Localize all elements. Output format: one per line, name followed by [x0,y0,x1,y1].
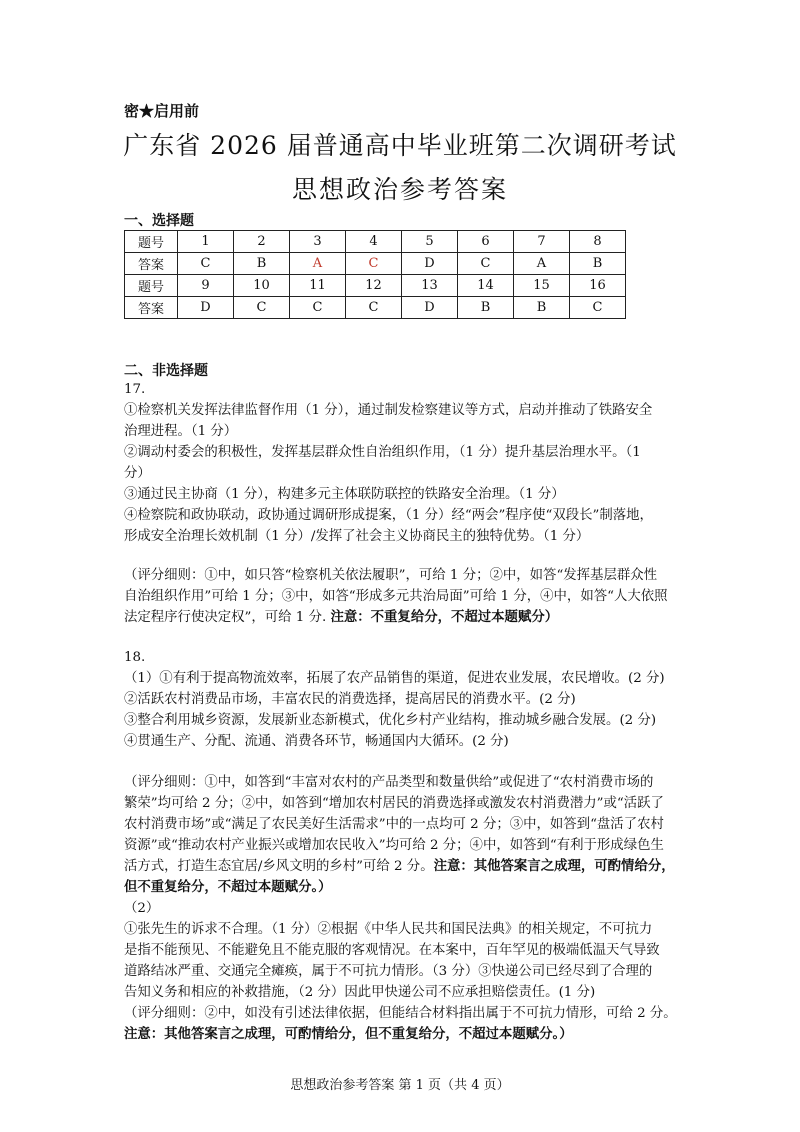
table-cell: 6 [458,231,514,253]
table-cell: D [402,253,458,275]
table-cell: C [346,297,402,319]
table-cell: 12 [346,275,402,297]
table-cell: 题号 [125,275,178,297]
part-label: （2） [124,901,160,916]
table-cell: 4 [346,231,402,253]
table-cell: C [458,253,514,275]
table-cell: C [178,253,234,275]
table-cell: D [178,297,234,319]
table-cell: D [402,297,458,319]
table-cell: 16 [570,275,626,297]
section2-heading: 二、非选择题 [124,363,208,379]
section1-heading: 一、选择题 [124,213,194,229]
answer-line: 分） [124,466,151,481]
rubric-line: （评分细则：①中，如只答“检察机关依法履职”，可给 1 分；②中，如答“发挥基层群众性 [124,568,658,583]
table-cell-highlight: A [290,253,346,275]
rubric-text: 法定程序行使决定权”，可给 1 分. [124,610,327,625]
table-cell: 8 [570,231,626,253]
table-cell: 2 [234,231,290,253]
question-17-rubric [124,565,684,628]
exam-subtitle: 思想政治参考答案 [291,175,508,204]
table-row [125,297,626,319]
table-cell: B [234,253,290,275]
rubric-note: 注意：其他答案言之成理，可酌情给分，但不重复给分，不超过本题赋分。） [124,1026,573,1042]
question-17 [124,379,684,547]
question-18-rubric [124,772,684,1045]
table-cell: B [514,297,570,319]
answer-line: ④贯通生产、分配、流通、消费各环节，畅通国内大循环。(2 分) [124,734,509,749]
table-cell: 14 [458,275,514,297]
table-row [125,275,626,297]
table-cell: 1 [178,231,234,253]
table-row [125,253,626,275]
rubric-line [124,607,684,628]
exam-title: 广东省 2026 届普通高中毕业班第二次调研考试 [123,131,677,160]
rubric-text: 活方式，打造生态宜居/乡风文明的乡村”可给 2 分。 [124,859,434,874]
table-cell: 答案 [125,297,178,319]
answer-line: ②活跃农村消费品市场，丰富农民的消费选择，提高居民的消费水平。(2 分) [124,692,576,707]
answer-line: ③通过民主协商（1 分），构建多元主体联防联控的铁路安全治理。（1 分） [124,487,565,502]
rubric-line: （评分细则：②中，如没有引述法律依据，但能结合材料指出属于不可抗力情形，可给 2 分。 [124,1006,677,1021]
rubric-line: （评分细则：①中，如答到“丰富对农村的产品类型和数量供给”或促进了“农村消费市场的 [124,775,654,790]
table-cell: 答案 [125,253,178,275]
rubric-line: 自治组织作用”可给 1 分；③中，如答“形成多元共治局面”可给 1 分，④中，如答“人大依照 [124,589,668,604]
table-cell: 13 [402,275,458,297]
table-cell: 题号 [125,231,178,253]
answer-line: ④检察院和政协联动，政协通过调研形成提案，（1 分）经“两会”程序使“双段长”制落地， [124,508,653,523]
question-number: 18. [124,650,146,665]
rubric-line: 繁荣”均可给 2 分；②中，如答到“增加农村居民的消费选择或激发农村消费潜力”或“活跃了 [124,796,664,811]
table-cell-highlight: C [346,253,402,275]
table-cell: C [290,297,346,319]
rubric-line: 农村消费市场”或“满足了农民美好生活需求”中的一点均可 2 分；③中，如答到“盘活了农村 [124,817,664,832]
table-cell: B [570,253,626,275]
table-cell: 3 [290,231,346,253]
page-footer: 思想政治参考答案 第 1 页（共 4 页） [290,1078,510,1093]
table-cell: 9 [178,275,234,297]
table-row [125,231,626,253]
answer-line: 形成安全治理长效机制（1 分）/发挥了社会主义协商民主的独特优势。（1 分） [124,529,590,544]
rubric-line [124,856,684,877]
table-cell: C [234,297,290,319]
answer-line: （1）①有利于提高物流效率，拓展了农产品销售的渠道，促进农业发展，农民增收。(2 分) [124,671,665,686]
table-cell: 10 [234,275,290,297]
table-cell: 15 [514,275,570,297]
rubric-note: 但不重复给分，不超过本题赋分。） [124,879,332,895]
answer-line: 治理进程。（1 分） [124,424,238,439]
table-cell: C [570,297,626,319]
answer-line: ②调动村委会的积极性，发挥基层群众性自治组织作用，（1 分）提升基层治理水平。（1 [124,445,641,460]
answer-table [124,230,626,319]
table-cell: 7 [514,231,570,253]
answer-line: ①检察机关发挥法律监督作用（1 分），通过制发检察建议等方式，启动并推动了铁路安全 [124,403,653,418]
secret-label: 密★启用前 [124,102,200,120]
answer-line: 告知义务和相应的补救措施，（2 分）因此甲快递公司不应承担赔偿责任。(1 分) [124,985,596,1000]
question-18 [124,647,684,752]
table-cell: A [514,253,570,275]
rubric-note: 注意：其他答案言之成理，可酌情给分， [433,858,675,874]
answer-line: ①张先生的诉求不合理。（1 分）②根据《中华人民共和国民法典》的相关规定，不可抗力 [124,922,653,937]
question-number: 17. [124,382,146,397]
answer-line: 是指不能预见、不能避免且不能克服的客观情况。在本案中，百年罕见的极端低温天气导致 [124,943,660,958]
answer-line: 道路结冰严重、交通完全瘫痪，属于不可抗力情形。（3 分）③快递公司已经尽到了合理的 [124,964,653,979]
rubric-note: 注意：不重复给分，不超过本题赋分） [330,609,559,625]
table-cell: 11 [290,275,346,297]
rubric-line: 资源”或“推动农村产业振兴或增加农民收入”均可给 2 分；④中，如答到“有利于形成绿色生 [124,838,664,853]
table-cell: B [458,297,514,319]
table-cell: 5 [402,231,458,253]
answer-line: ③整合利用城乡资源，发展新业态新模式，优化乡村产业结构，推动城乡融合发展。(2 分) [124,713,657,728]
